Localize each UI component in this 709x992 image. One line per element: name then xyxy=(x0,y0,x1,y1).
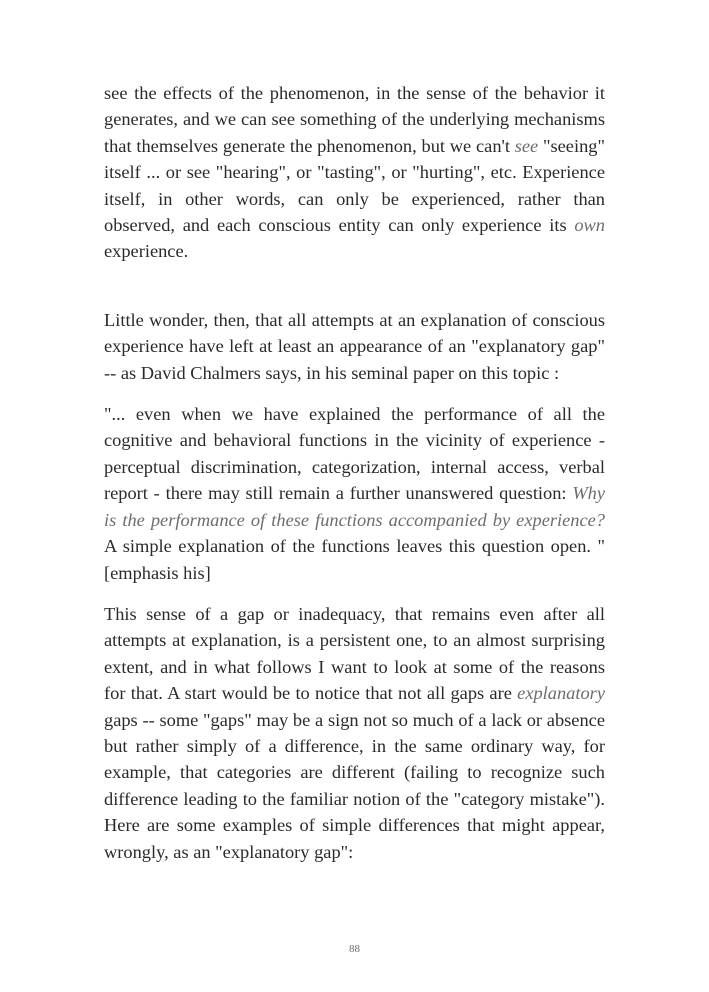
paragraph-1-text-b: "seeing" itself ... or see "hearing", or "tasting", or "hurting", etc. Experience itself, in other words, can only be experienced, rather than observed, and each conscious entity can only experience its xyxy=(104,135,605,236)
quote-emphasis: Why is the performance of these functions accompanied by experience? xyxy=(104,483,605,530)
paragraph-4-text-b: gaps -- some "gaps" may be a sign not so much of a lack or absence but rather simply of a difference, in the same ordinary way, for example, that categories are different (failing to recognize such difference leading to the familiar notion of the "category mistake"). Here are some examples of simple differences that might appear, wrongly, as an "explanatory gap": xyxy=(104,709,605,862)
paragraph-spacer xyxy=(104,265,605,307)
paragraph-4 xyxy=(104,601,605,865)
paragraph-2: Little wonder, then, that all attempts at an explanation of conscious experience have left at least an appearance of an "explanatory gap" -- as David Chalmers says, in his seminal paper on this topic : xyxy=(104,309,605,383)
paragraph-1-emphasis-own: own xyxy=(574,215,605,236)
paragraph-spacer xyxy=(104,386,605,401)
page-number: 88 xyxy=(349,943,360,955)
paragraph-4-emphasis-explanatory: explanatory xyxy=(517,683,605,704)
page-body xyxy=(104,80,605,865)
paragraph-1-text-c: experience. xyxy=(104,241,189,262)
paragraph-1-text-a: see the effects of the phenomenon, in the sense of the behavior it generates, and we can see something of the underlying mechanisms that themselves generate the phenomenon, but we can't xyxy=(104,83,605,156)
quote-text-b: A simple explanation of the functions leaves this question open. " [emphasis his] xyxy=(104,536,605,583)
quote-text-a: "... even when we have explained the performance of all the cognitive and behavioral functions in the vicinity of experience - perceptual discrimination, categorization, internal access, verbal report - there may still remain a further unanswered question: xyxy=(104,404,605,504)
block-quote xyxy=(104,401,605,586)
paragraph-4-text-a: This sense of a gap or inadequacy, that remains even after all attempts at explanation, is a persistent one, to an almost surprising extent, and in what follows I want to look at some of the reasons for that. A start would be to notice that not all gaps are xyxy=(104,603,605,704)
paragraph-1 xyxy=(104,80,605,265)
paragraph-spacer xyxy=(104,586,605,601)
paragraph-1-emphasis-see: see xyxy=(514,135,539,156)
